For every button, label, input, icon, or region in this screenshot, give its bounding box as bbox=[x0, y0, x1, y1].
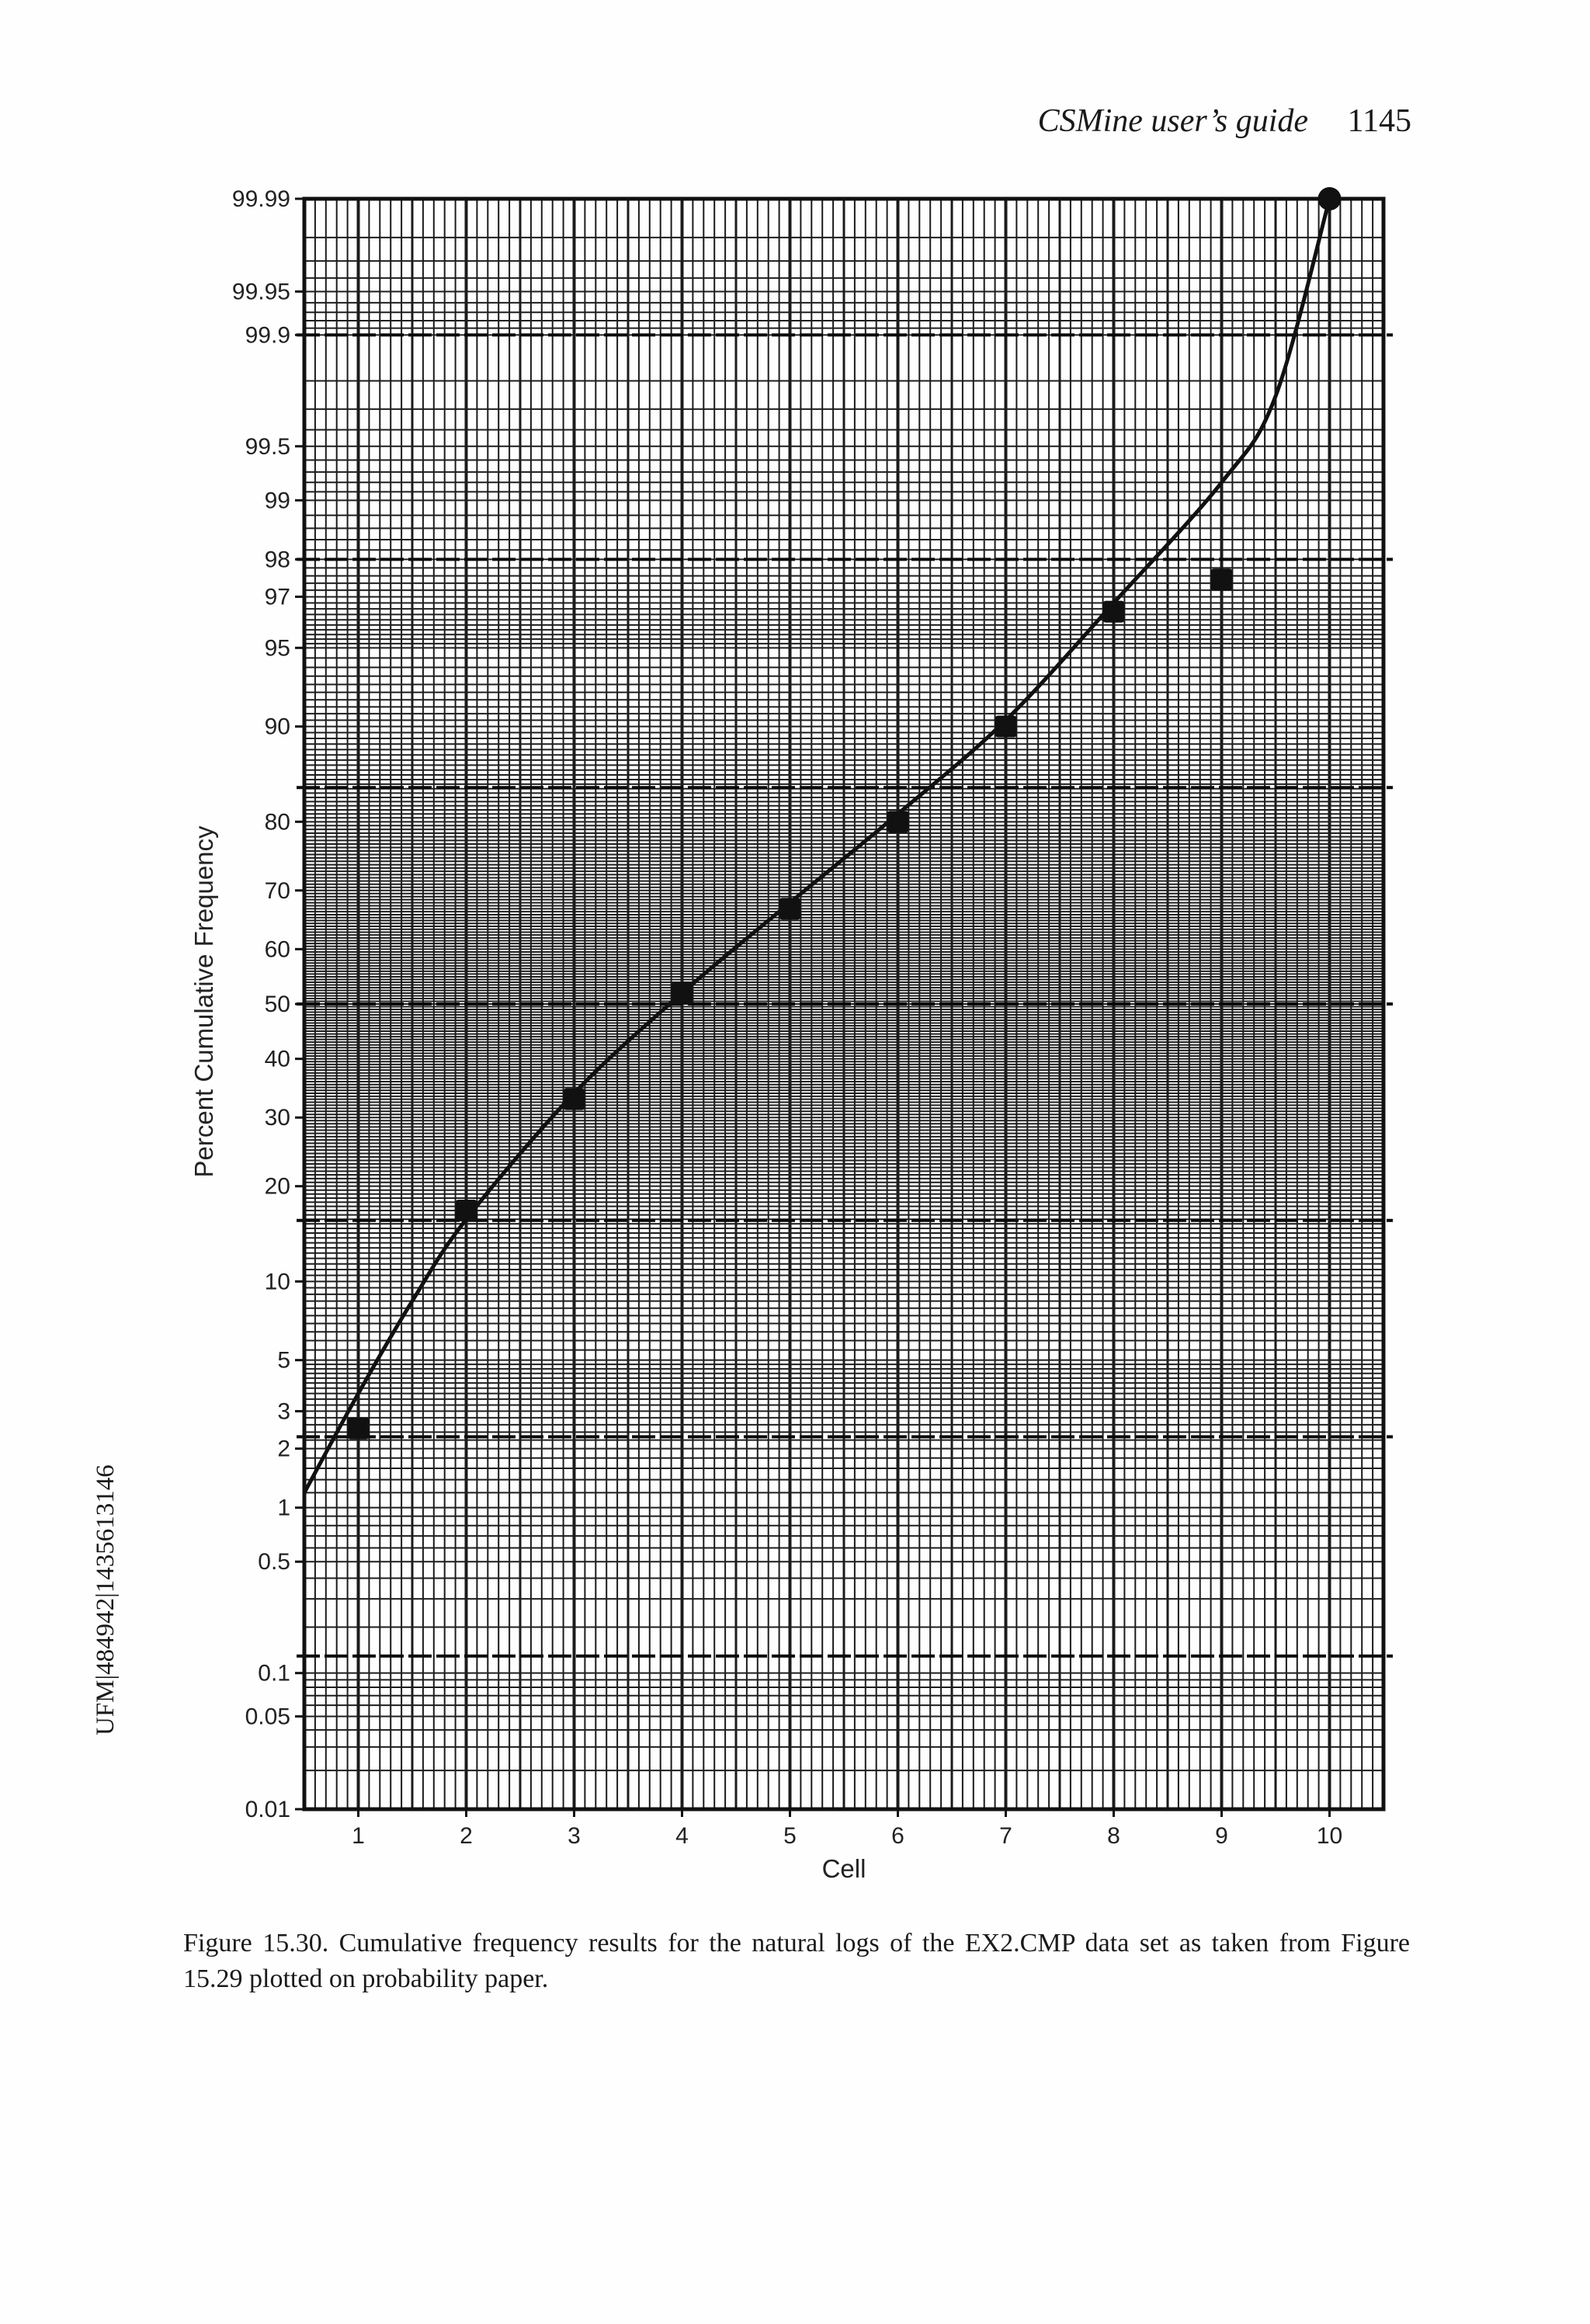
x-tick-label: 8 bbox=[1107, 1823, 1120, 1849]
y-tick-label: 20 bbox=[264, 1173, 290, 1200]
y-axis bbox=[232, 186, 304, 1822]
y-tick-label: 40 bbox=[264, 1046, 290, 1072]
y-tick-label: 0.01 bbox=[245, 1797, 290, 1822]
page-number: 1145 bbox=[1347, 103, 1411, 139]
y-tick-label: 2 bbox=[277, 1436, 290, 1462]
x-tick-label: 10 bbox=[1316, 1823, 1343, 1849]
x-tick-label: 1 bbox=[352, 1823, 365, 1849]
y-tick-label: 10 bbox=[264, 1269, 290, 1295]
y-tick-label: 98 bbox=[264, 547, 290, 573]
y-tick-label: 99 bbox=[264, 488, 290, 514]
y-tick-label: 3 bbox=[277, 1398, 290, 1425]
y-axis-label: Percent Cumulative Frequency bbox=[189, 825, 218, 1178]
y-tick-label: 99.5 bbox=[245, 433, 290, 460]
x-axis bbox=[352, 1809, 1342, 1849]
x-tick-label: 5 bbox=[783, 1823, 797, 1849]
x-tick-label: 4 bbox=[675, 1823, 689, 1849]
y-tick-label: 90 bbox=[264, 714, 290, 740]
x-tick-label: 6 bbox=[891, 1823, 904, 1849]
fitted-curve bbox=[304, 199, 1330, 1492]
y-tick-label: 1 bbox=[277, 1495, 290, 1521]
y-tick-label: 50 bbox=[264, 992, 290, 1017]
x-axis-label: Cell bbox=[821, 1854, 866, 1883]
running-head-title: CSMine user’s guide bbox=[1037, 103, 1309, 139]
data-point bbox=[348, 1418, 370, 1440]
y-tick-label: 95 bbox=[264, 635, 290, 662]
y-tick-label: 97 bbox=[264, 584, 290, 610]
y-tick-label: 99.9 bbox=[245, 322, 290, 349]
data-point bbox=[1211, 568, 1233, 590]
x-tick-label: 9 bbox=[1215, 1823, 1228, 1849]
figure-caption: Figure 15.30. Cumulative frequency results for the natural logs of the EX2.CMP data set as taken from Figure 15.29 plotted on probability paper. bbox=[183, 1929, 1410, 1993]
y-tick-label: 0.5 bbox=[258, 1549, 290, 1575]
y-tick-label: 60 bbox=[264, 936, 290, 963]
x-tick-label: 2 bbox=[460, 1823, 473, 1849]
y-tick-label: 0.05 bbox=[245, 1704, 290, 1730]
x-tick-label: 3 bbox=[568, 1823, 581, 1849]
y-tick-label: 0.1 bbox=[258, 1660, 290, 1687]
side-identifier: UFM|484942|1435613146 bbox=[92, 1464, 120, 1735]
grid bbox=[297, 199, 1393, 1809]
y-tick-label: 99.95 bbox=[231, 279, 290, 305]
y-tick-label: 30 bbox=[264, 1105, 290, 1131]
x-tick-label: 7 bbox=[999, 1823, 1012, 1849]
y-tick-label: 70 bbox=[264, 877, 290, 904]
y-tick-label: 80 bbox=[264, 809, 290, 835]
y-tick-label: 99.99 bbox=[231, 186, 290, 212]
y-tick-label: 5 bbox=[277, 1347, 290, 1374]
